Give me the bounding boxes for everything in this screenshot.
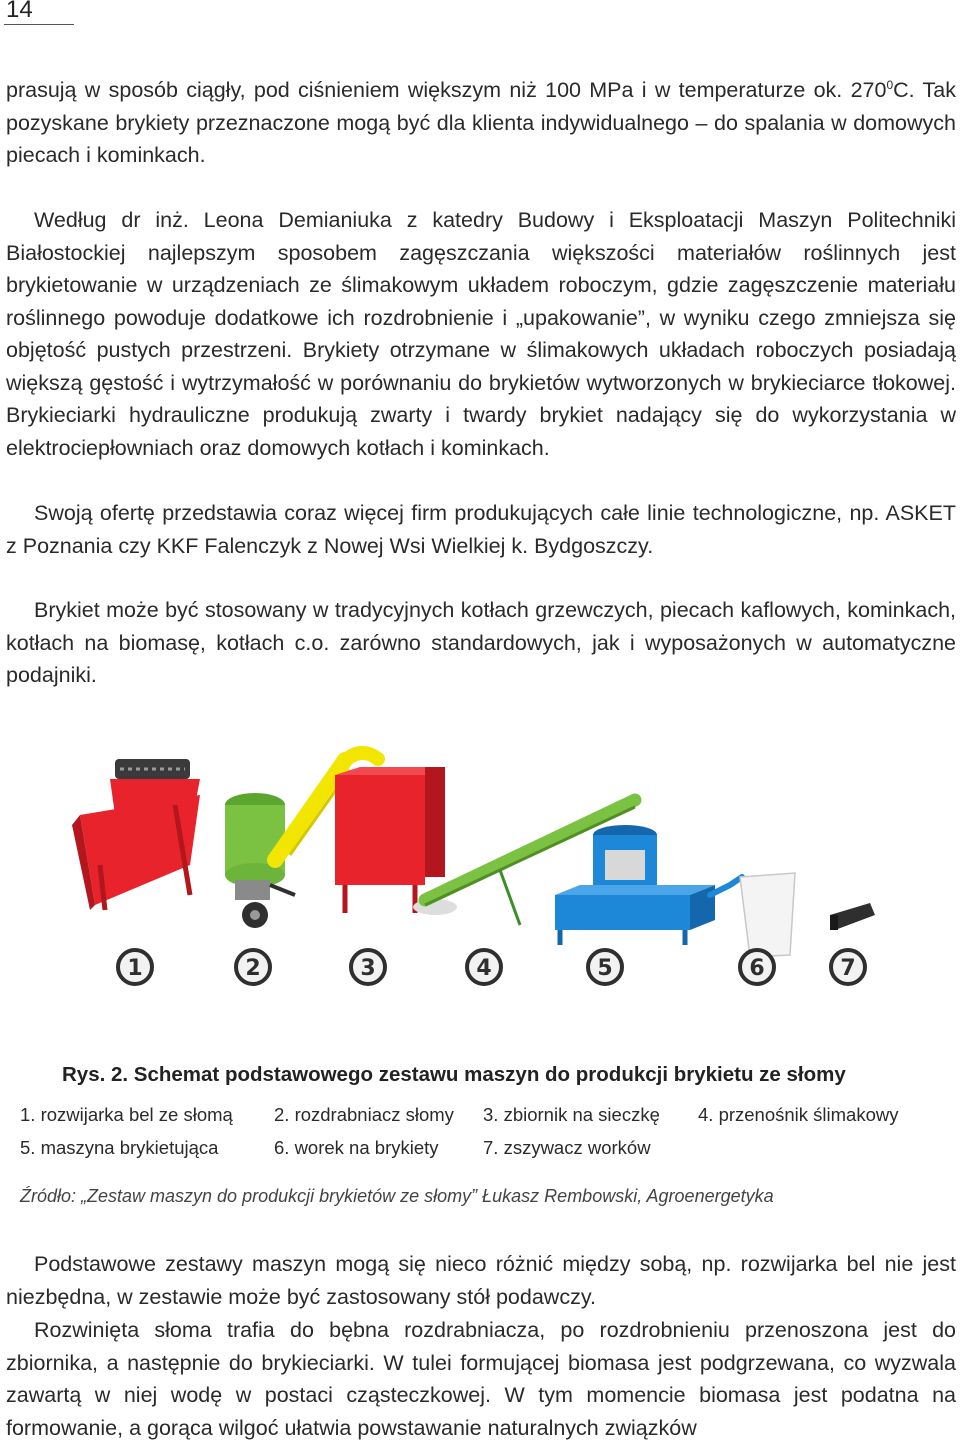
paragraph-usage: Brykiet może być stosowany w tradycyjnych kotłach grzewczych, piecach kaflowych, kominkach, kotłach na biomasę, kotłach c.o. zarówno standardowych, jak i wyposażonych w automatyczne podajniki. [6,598,956,687]
label-number-3: 3 [360,956,376,981]
paragraph-demianiuk: Według dr inż. Leona Demianiuka z katedry Budowy i Eksploatacji Maszyn Politechniki Białostockiej najlepszym sposobem zagęszczania większości materiałów roślinnych jest brykietowanie w urządzeniach ze ślimakowym układem roboczym, gdzie zagęszczenie materiału roślinnego powoduje dodatkowe ich rozdrobnienie i „upakowanie”, w wyniku czego zmniejsza się objętość pustych przestrzeni. Brykiety otrzymane w ślimakowych układach roboczych posiadają większą gęstość i wytrzymałość w porównaniu do brykietów wytworzonych w brykieciarce tłokowej. Brykieciarki hydrauliczne produkują zwarty i twardy brykiet nadający się do wykorzystania w elektrociepłowniach oraz domowych kotłach i kominkach. [6,208,956,460]
legend-item-7: 7. zszywacz worków [483,1137,651,1158]
machine-1-bale-unroller [72,759,200,910]
label-number-6: 6 [749,956,765,981]
machine-2-straw-shredder [225,793,295,928]
label-number-2: 2 [245,956,261,981]
machine-6-briquette-bag [740,873,795,957]
label-number-1: 1 [127,956,143,981]
label-number-4: 4 [476,956,492,981]
intro-line-2: C. Tak pozyskane brykiety przeznaczone mogą być dla klienta indywidualnego – do spalania w domowych piecach i kominkach. [6,78,956,167]
paragraph-offer: Swoją ofertę przedstawia coraz więcej firm produkujących całe linie technologiczne, np. ASKET z Poznania czy KKF Falenczyk z Nowej Wsi Wielkiej k. Bydgoszczy. [6,501,956,558]
label-number-7: 7 [840,956,856,981]
paragraph-intro [6,74,956,172]
paragraph-basic-sets: Podstawowe zestawy maszyn mogą się nieco różnić między sobą, np. rozwijarka bel nie jest niezbędna, w zestawie może być zastosowany stół podawczy. [6,1252,956,1309]
header-rule [4,24,74,25]
temperature-superscript: 0 [886,77,894,92]
machine-7-bag-stitcher [830,903,875,930]
legend-item-4: 4. przenośnik ślimakowy [698,1104,899,1125]
legend-item-2: 2. rozdrabniacz słomy [274,1104,454,1125]
page-number: 14 [6,0,33,23]
temperature-value: 270 [850,78,887,102]
intro-line-1: prasują w sposób ciągły, pod ciśnieniem większym niż 100 MPa i w temperaturze ok. [6,78,843,102]
label-number-5: 5 [597,956,613,981]
legend-item-5: 5. maszyna brykietująca [20,1137,219,1158]
number-labels [118,950,865,984]
figure-caption: Rys. 2. Schemat podstawowego zestawu maszyn do produkcji brykietu ze słomy [62,1063,846,1086]
legend-item-1: 1. rozwijarka bel ze słomą [20,1104,233,1125]
paragraph-process: Rozwinięta słoma trafia do bębna rozdrabniacza, po rozdrobnieniu przenoszona jest do zbiornika, a następnie do brykieciarki. W tulei formującej biomasa jest podgrzewana, co wyzwala zawartą w niej wodę w postaci cząsteczkowej. W tym momencie biomasa jest podatna na formowanie, a gorąca wilgoć ułatwia powstawanie naturalnych związków [6,1318,956,1440]
legend-item-3: 3. zbiornik na sieczkę [483,1104,660,1125]
machine-set-illustration [60,745,900,1065]
machine-5-briquetting-press [555,825,742,945]
legend-item-6: 6. worek na brykiety [274,1137,439,1158]
figure-source: Źródło: „Zestaw maszyn do produkcji brykietów ze słomy” Łukasz Rembowski, Agroenergetyka [20,1186,774,1206]
